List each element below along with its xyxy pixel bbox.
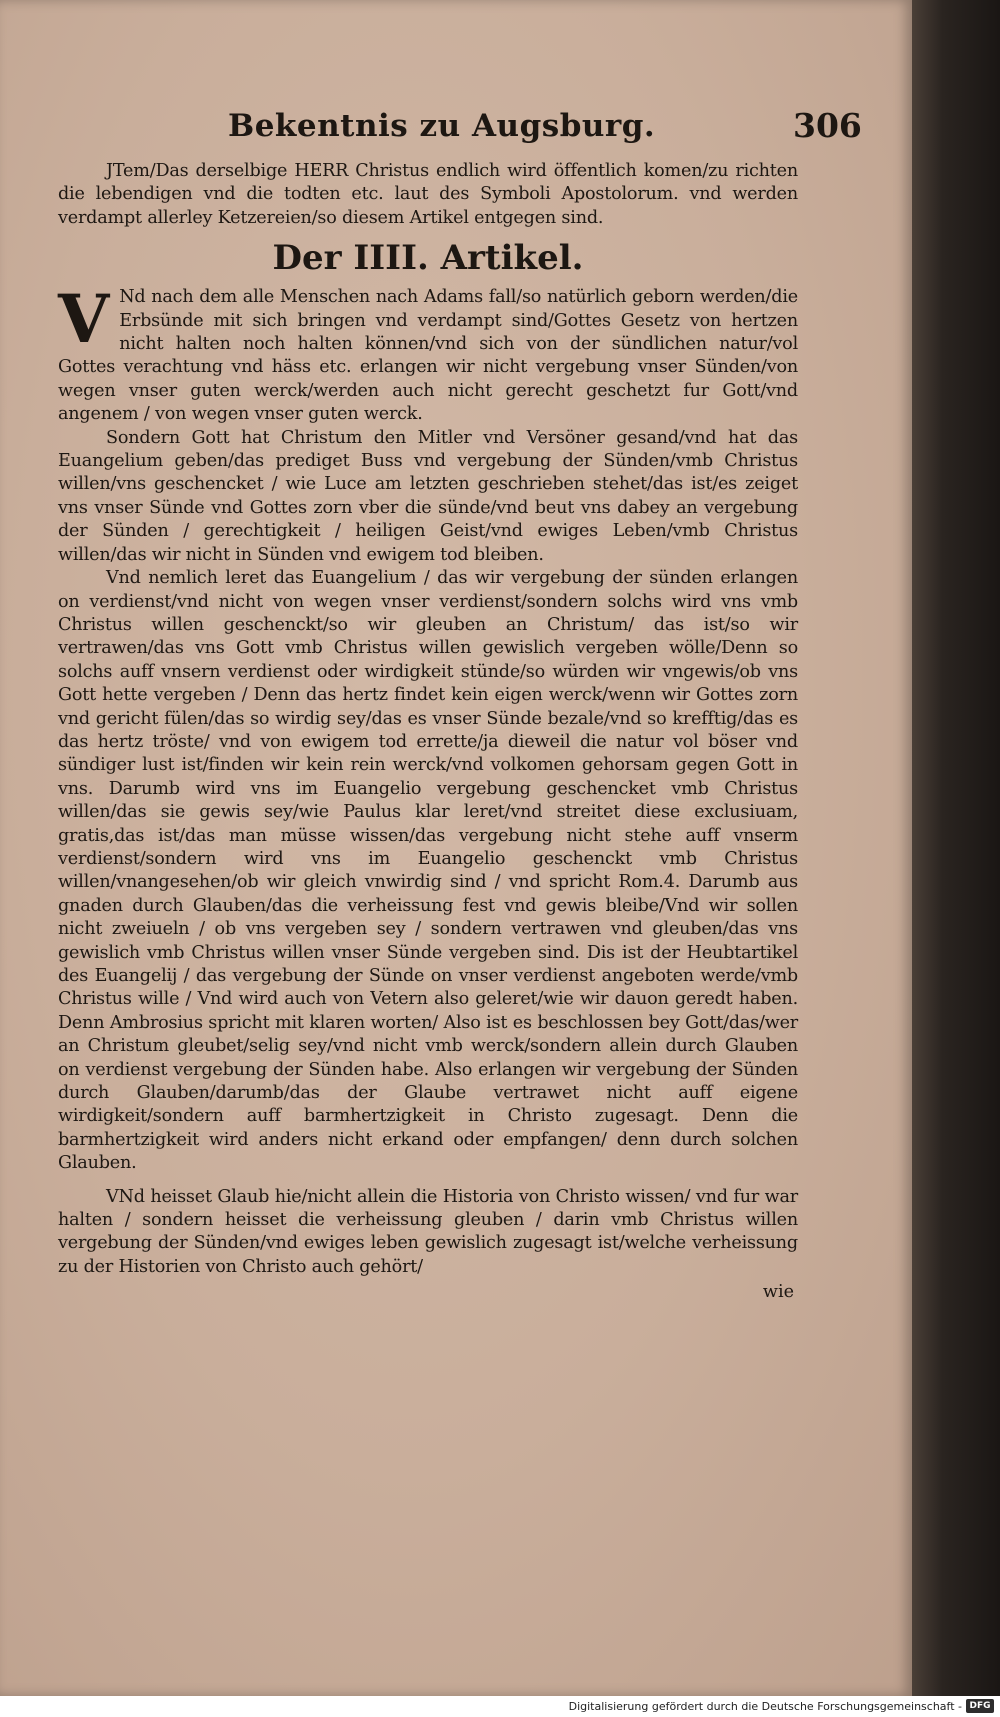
paragraph-forgiveness: Vnd nemlich leret das Euangelium / das wir vergebung der sünden erlangen on verdienst/vnd nicht von wegen vnser verdienst/sondern solchs wird vns vmb Christus willen geschenckt/so wir gleuben an Christum/ das ist/so wir vertrawen/das vns Gott vmb Christus willen gewislich vergeben wölle/Denn so solchs auff vnsern verdienst oder wirdigkeit stünde/so würden wir vngewis/ob vns Gott hette vergeben / Denn das hertz findet kein eigen werck/wenn wir Gottes zorn vnd gericht fülen/das so wirdig sey/das es vnser Sünde bezale/vnd so krefftig/das es das hertz tröste/ vnd von ewigem tod errette/ja dieweil die natur vol böser vnd sündiger lust ist/finden wir kein rein werck/vnd volkomen gehorsam gegen Gott in vns. Darumb wird vns im Euangelio vergebung geschencket vmb Christus willen/das sie gewis sey/wie Paulus klar leret/vnd streitet diese exclusiuam, gratis,das ist/das man müsse wissen/das vergebung nicht stehe auff vnserm verdienst/sondern wird vns im Euangelio geschenckt vmb Christus willen/vnangesehen/ob wir gleich vnwirdig sind / vnd spricht Rom.4. Darumb aus gnaden durch Glauben/das die verheissung fest vnd gewis bleibe/Vnd wir sollen nicht zweiueln / ob vns vergeben sey / sondern vertrawen vnd gleuben/das vns gewislich vmb Christus willen vnser Sünde vergeben sind. Dis ist der Heubtartikel des Euangelij / das vergebung der Sünde on vnser verdienst angeboten werde/vmb Christus wille / Vnd wird auch von Vetern also geleret/wie wir dauon geredt haben. Denn Ambrosius spricht mit klaren worten/ Also ist es beschlossen bey Gott/das/wer an Christum gleubet/selig sey/vnd nicht vmb werck/sondern allein durch Glauben on verdienst vergebung der Sünden habe. Also erlangen wir vergebung der Sünden durch Glauben/darumb/das der Glaube vertrawet nicht auff eigene wirdigkeit/sondern auff barmhertzigkeit in Christo zugesagt. Denn die barmhertzigkeit wird anders nicht erkand oder empfangen/ denn durch solchen Glauben. <box>58 568 798 1174</box>
dfg-logo[interactable]: DFG <box>966 1699 994 1713</box>
digitization-credit: Digitalisierung gefördert durch die Deutsche Forschungsgemeinschaft - <box>568 1700 962 1713</box>
running-head: Bekentnis zu Augsburg. <box>228 108 656 144</box>
book-spine <box>912 0 1000 1696</box>
article-title: Der IIII. Artikel. <box>272 238 584 279</box>
paragraph-gospel: Sondern Gott hat Christum den Mitler vnd Versöner gesand/vnd hat das Euangelium geben/das prediget Buss vnd vergebung der Sünden/vmb Christus willen/vns geschencket / wie Luce am letzten geschrieben stehet/das ist/es zeiget vns vnser Sünde vnd Gottes zorn vber die sünde/vnd beut vns dabey an vergebung der Sünden / gerechtigkeit / heiligen Geist/vnd ewiges Leben/vmb Christus willen/das wir nicht in Sünden vnd ewigem tod bleiben. <box>58 427 798 565</box>
page-header <box>58 106 862 160</box>
paragraph-faith: VNd heisset Glaub hie/nicht allein die Historia von Christo wissen/ vnd fur war halten / sondern heisset die verheissung gleuben / darin vmb Christus willen vergebung der Sünden/vnd ewiges leben gewislich zugesagt ist/welche verheissung zu der Historien von Christo auch gehört/ <box>58 1186 798 1277</box>
paragraph-article-end: JTem/Das derselbige HERR Christus endlich wird öffentlich komen/zu richten die lebendigen vnd die todten etc. laut des Symboli Apostolorum. vnd werden verdampt allerley Ketzereien/so diesem Artikel entgegen sind. <box>58 161 798 228</box>
paragraph-opening: Nd nach dem alle Menschen nach Adams fall/so natürlich geborn werden/die Erbsünde mit sich bringen vnd verdampt sind/Gottes Gesetz von hertzen nicht halten noch halten können/vnd sich von der sündlichen natur/vol Gottes verachtung vnd häss etc. erlangen wir nicht vergebung vnser Sünden/von wegen vnser guten werck/werden auch nicht gerecht geschetzt fur Gott/vnd angenem / von wegen vnser guten werck. <box>58 287 798 425</box>
paragraph-gap <box>58 1176 798 1186</box>
drop-cap-initial: V <box>58 280 110 359</box>
page-text-block <box>58 106 862 1305</box>
page-number: 306 <box>793 106 862 145</box>
article-opening <box>58 280 798 426</box>
catchword: wie <box>762 1282 794 1303</box>
